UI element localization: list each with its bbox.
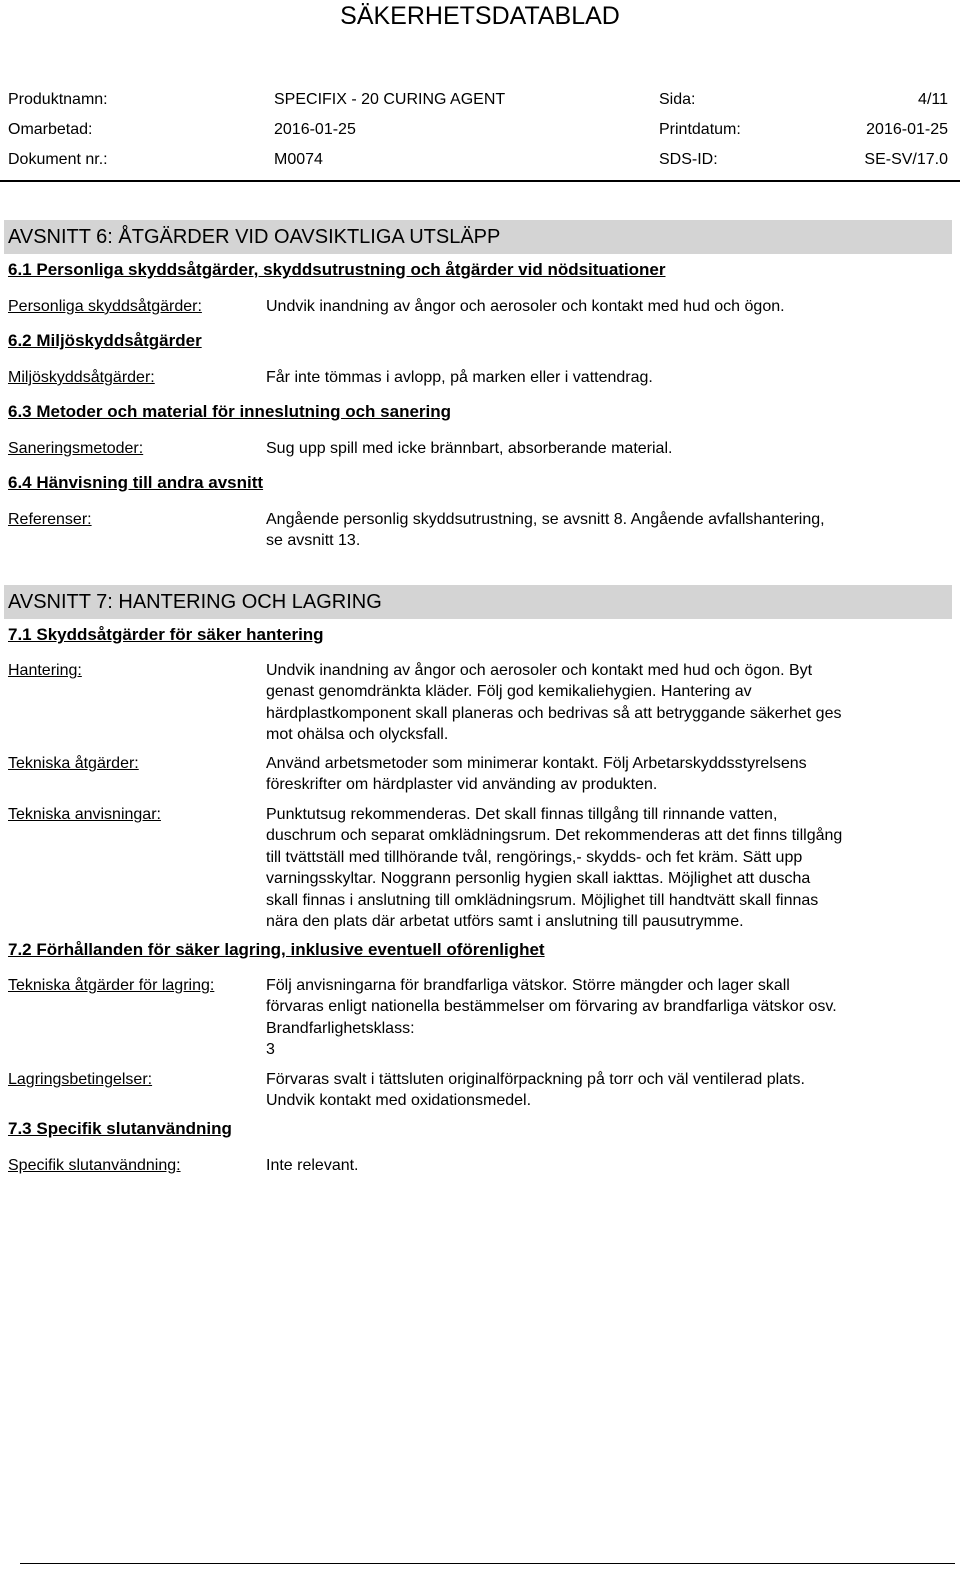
page-label: Sida: bbox=[659, 91, 696, 108]
product-name-value: SPECIFIX - 20 CURING AGENT bbox=[274, 91, 506, 108]
text-line: 3 bbox=[266, 1041, 275, 1059]
text-line: varningsskyltar. Noggrann personlig hygien skall iakttas. Möjlighet att duscha bbox=[266, 870, 811, 888]
text-line: mot ohälsa och olycksfall. bbox=[266, 726, 449, 744]
cleanup-methods-label: Saneringsmetoder: bbox=[8, 440, 144, 457]
section-6-header bbox=[4, 220, 952, 254]
storage-technical-measures-value bbox=[266, 975, 948, 1061]
references-value bbox=[266, 509, 948, 552]
text-line: härdplastkomponent skall planeras och bedrivas så att betryggande säkerhet ges bbox=[266, 704, 842, 722]
text-line: duschrum och separat omklädningsrum. Det rekommenderas att det finns tillgång bbox=[266, 827, 843, 845]
text-line: genast genomdränkta kläder. Följ god kemikaliehygien. Hantering av bbox=[266, 683, 752, 701]
environmental-precautions-value: Får inte tömmas i avlopp, på marken eller i vattendrag. bbox=[266, 369, 653, 386]
document-number-value: M0074 bbox=[274, 151, 323, 168]
header-divider bbox=[0, 180, 960, 182]
subsection-6-2-title: 6.2 Miljöskyddsåtgärder bbox=[8, 331, 202, 350]
storage-conditions-value bbox=[266, 1069, 948, 1112]
text-line: Brandfarlighetsklass: bbox=[266, 1019, 415, 1037]
technical-advice-value bbox=[266, 804, 948, 932]
page-value: 4/11 bbox=[918, 91, 948, 108]
document-title: SÄKERHETSDATABLAD bbox=[340, 2, 620, 30]
text-line: förvaras enligt nationella bestämmelser om förvaring av brandfarliga vätskor osv. bbox=[266, 998, 837, 1016]
references-label: Referenser: bbox=[8, 511, 92, 528]
section-7-header bbox=[4, 585, 952, 619]
subsection-7-2-title: 7.2 Förhållanden för säker lagring, inklusive eventuell oförenlighet bbox=[8, 940, 545, 959]
technical-measures-value bbox=[266, 753, 948, 796]
technical-advice-label: Tekniska anvisningar: bbox=[8, 806, 161, 823]
specific-end-use-label: Specifik slutanvändning: bbox=[8, 1157, 181, 1174]
subsection-7-3-title: 7.3 Specifik slutanvändning bbox=[8, 1119, 232, 1138]
document-number-label: Dokument nr.: bbox=[8, 151, 108, 168]
environmental-precautions-label: Miljöskyddsåtgärder: bbox=[8, 369, 155, 386]
text-line: Använd arbetsmetoder som minimerar kontakt. Följ Arbetarskyddsstyrelsens bbox=[266, 755, 807, 772]
text-line: se avsnitt 13. bbox=[266, 532, 361, 550]
text-line: Följ anvisningarna för brandfarliga vätskor. Större mängder och lager skall bbox=[266, 977, 790, 994]
print-date-value: 2016-01-25 bbox=[866, 121, 948, 138]
subsection-6-3-title: 6.3 Metoder och material för inneslutning och sanering bbox=[8, 402, 452, 421]
handling-value bbox=[266, 660, 948, 746]
storage-technical-measures-label: Tekniska åtgärder för lagring: bbox=[8, 977, 215, 994]
sds-id-label: SDS-ID: bbox=[659, 151, 718, 168]
section-6-title: AVSNITT 6: ÅTGÄRDER VID OAVSIKTLIGA UTSLÄPP bbox=[8, 226, 501, 248]
technical-measures-label: Tekniska åtgärder: bbox=[8, 755, 139, 772]
specific-end-use-value: Inte relevant. bbox=[266, 1157, 359, 1174]
text-line: Undvik inandning av ångor och aerosoler och kontakt med hud och ögon. Byt bbox=[266, 662, 813, 679]
personal-precautions-label: Personliga skyddsåtgärder: bbox=[8, 298, 202, 315]
revised-value: 2016-01-25 bbox=[274, 121, 356, 138]
product-name-label: Produktnamn: bbox=[8, 91, 108, 108]
subsection-6-1-title: 6.1 Personliga skyddsåtgärder, skyddsutrustning och åtgärder vid nödsituationer bbox=[8, 260, 666, 279]
storage-conditions-label: Lagringsbetingelser: bbox=[8, 1071, 153, 1088]
subsection-6-4-title: 6.4 Hänvisning till andra avsnitt bbox=[8, 473, 264, 492]
text-line: nära den plats där arbetat utförs samt i anslutning till pausutrymme. bbox=[266, 913, 744, 931]
text-line: till tvättställ med tillhörande tvål, rengörings,- skydds- och fet kräm. Sätt upp bbox=[266, 848, 803, 866]
text-line: Angående personlig skyddsutrustning, se avsnitt 8. Angående avfallshantering, bbox=[266, 511, 825, 528]
footer-divider bbox=[20, 1563, 955, 1564]
sds-id-value: SE-SV/17.0 bbox=[864, 151, 948, 168]
print-date-label: Printdatum: bbox=[659, 121, 741, 138]
section-7-title: AVSNITT 7: HANTERING OCH LAGRING bbox=[8, 591, 382, 613]
handling-label: Hantering: bbox=[8, 662, 82, 679]
text-line: skall finnas i anslutning till omklädningsrum. Möjlighet till handtvätt skall finnas bbox=[266, 891, 819, 909]
revised-label: Omarbetad: bbox=[8, 121, 93, 138]
personal-precautions-value: Undvik inandning av ångor och aerosoler och kontakt med hud och ögon. bbox=[266, 298, 785, 315]
text-line: Undvik kontakt med oxidationsmedel. bbox=[266, 1092, 532, 1110]
text-line: Punktutsug rekommenderas. Det skall finnas tillgång till rinnande vatten, bbox=[266, 806, 778, 823]
subsection-7-1-title: 7.1 Skyddsåtgärder för säker hantering bbox=[8, 625, 324, 644]
text-line: föreskrifter om härdplaster vid använding av produkten. bbox=[266, 776, 658, 794]
text-line: Förvaras svalt i tättsluten originalförpackning på torr och väl ventilerad plats. bbox=[266, 1071, 805, 1088]
cleanup-methods-value: Sug upp spill med icke brännbart, absorberande material. bbox=[266, 440, 673, 457]
